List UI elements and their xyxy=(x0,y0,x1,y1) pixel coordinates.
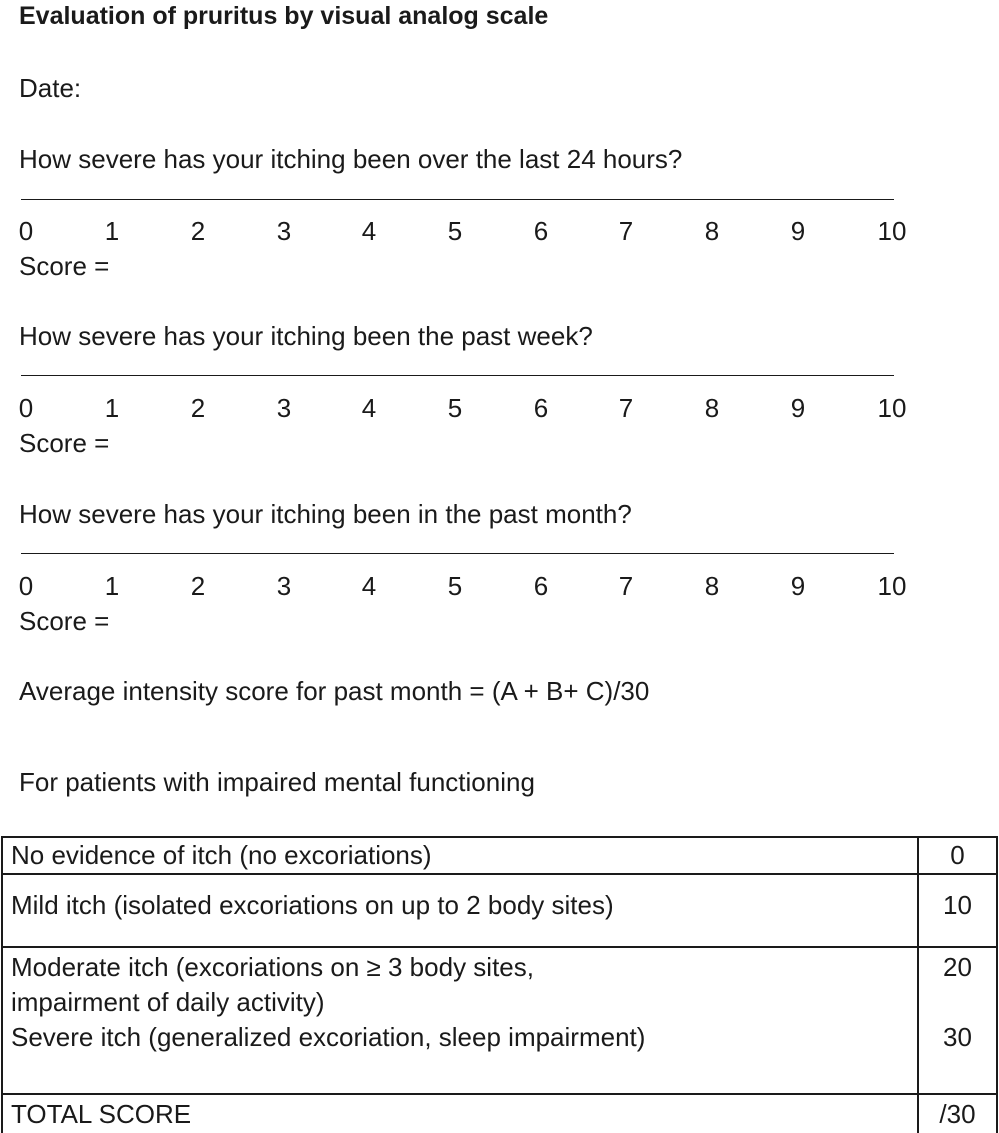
total-score-value: /30 xyxy=(918,1094,997,1133)
scale-tick-label: 3 xyxy=(276,571,292,601)
scale-tick-label: 6 xyxy=(533,216,549,246)
scale-tick-label: 1 xyxy=(104,393,120,423)
vas-line-past-month[interactable] xyxy=(21,553,894,554)
total-score-row xyxy=(2,1094,997,1133)
average-intensity-formula: Average intensity score for past month = (A + B+ C)/30 xyxy=(19,676,650,706)
scale-tick-label: 4 xyxy=(361,571,377,601)
score-label-past-week: Score = xyxy=(19,428,110,458)
scale-tick-label: 10 xyxy=(877,216,907,246)
scale-tick-label: 9 xyxy=(790,393,806,423)
scale-tick-label: 5 xyxy=(447,393,463,423)
scale-tick-label: 0 xyxy=(18,571,34,601)
scale-tick-label: 9 xyxy=(790,216,806,246)
row-value: 20 xyxy=(918,947,997,1020)
scale-tick-label: 5 xyxy=(447,571,463,601)
scale-tick-label: 7 xyxy=(618,571,634,601)
scale-tick-label: 1 xyxy=(104,571,120,601)
row-value: 10 xyxy=(918,874,997,947)
scale-tick-label: 10 xyxy=(877,571,907,601)
scale-tick-label: 1 xyxy=(104,216,120,246)
scale-tick-label: 3 xyxy=(276,216,292,246)
question-24-hours: How severe has your itching been over the last 24 hours? xyxy=(19,144,683,174)
scale-tick-label: 2 xyxy=(190,216,206,246)
question-past-month: How severe has your itching been in the past month? xyxy=(19,499,632,529)
scale-tick-label: 7 xyxy=(618,216,634,246)
scale-tick-label: 0 xyxy=(18,393,34,423)
scale-tick-label: 9 xyxy=(790,571,806,601)
scale-tick-label: 7 xyxy=(618,393,634,423)
page-title: Evaluation of pruritus by visual analog scale xyxy=(19,2,549,30)
row-label xyxy=(2,947,918,1020)
scale-tick-label: 5 xyxy=(447,216,463,246)
table-row xyxy=(2,1020,997,1094)
scale-tick-label: 2 xyxy=(190,393,206,423)
scale-tick-label: 0 xyxy=(18,216,34,246)
row-label: Severe itch (generalized excoriation, sleep impairment) xyxy=(2,1020,918,1094)
table-row xyxy=(2,947,997,1020)
scale-tick-label: 4 xyxy=(361,216,377,246)
scale-tick-label: 8 xyxy=(704,571,720,601)
scale-tick-label: 10 xyxy=(877,393,907,423)
impaired-functioning-table xyxy=(1,836,998,1133)
impaired-functioning-heading: For patients with impaired mental functioning xyxy=(19,767,535,797)
table-row xyxy=(2,837,997,874)
table-row xyxy=(2,874,997,947)
question-past-week: How severe has your itching been the past week? xyxy=(19,321,593,351)
scale-tick-label: 6 xyxy=(533,571,549,601)
row-value: 30 xyxy=(918,1020,997,1094)
scale-tick-label: 4 xyxy=(361,393,377,423)
row-value: 0 xyxy=(918,837,997,874)
total-score-label: TOTAL SCORE xyxy=(2,1094,918,1133)
score-label-past-month: Score = xyxy=(19,606,110,636)
scale-tick-label: 3 xyxy=(276,393,292,423)
vas-line-past-week[interactable] xyxy=(21,375,894,376)
date-label: Date: xyxy=(19,73,82,103)
row-label-line: Moderate itch (excoriations on ≥ 3 body sites, xyxy=(11,952,534,982)
row-label: No evidence of itch (no excoriations) xyxy=(2,837,918,874)
row-label-line: impairment of daily activity) xyxy=(11,987,325,1017)
score-label-24-hours: Score = xyxy=(19,251,110,281)
vas-line-24-hours[interactable] xyxy=(21,199,894,200)
scale-tick-label: 8 xyxy=(704,216,720,246)
scale-tick-label: 8 xyxy=(704,393,720,423)
scale-tick-label: 6 xyxy=(533,393,549,423)
scale-tick-label: 2 xyxy=(190,571,206,601)
row-label: Mild itch (isolated excoriations on up to 2 body sites) xyxy=(2,874,918,947)
